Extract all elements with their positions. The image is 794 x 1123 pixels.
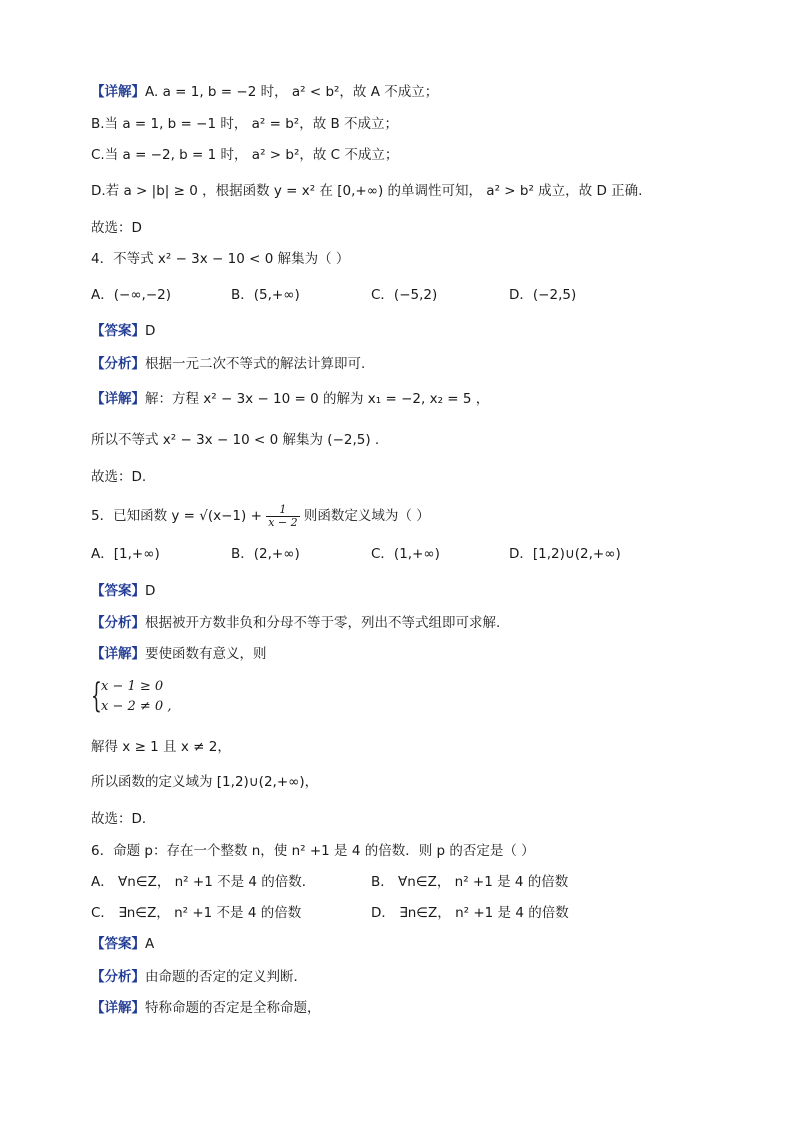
q4-option-d: D．(−2,5) [509, 287, 577, 303]
q4-option-a: A．(−∞,−2) [91, 287, 172, 303]
q5-stem-post: 则函数定义域为（ ） [299, 508, 430, 524]
q5-stem-pre: 5．已知函数 y = √(x−1) + [91, 508, 267, 524]
q5-fraction-numerator: 1 [266, 504, 299, 517]
q4-option-b: B．(5,+∞) [231, 287, 300, 303]
q5-detail-text: 要使函数有意义，则 [145, 646, 267, 662]
q4-answer-value: D [145, 323, 156, 339]
q5-analysis-text: 根据被开方数非负和分母不等于零，列出不等式组即可求解. [145, 615, 501, 631]
q4-choice: 故选：D. [91, 469, 147, 485]
q6-analysis [91, 967, 307, 987]
answer-tag: 【答案】 [91, 323, 145, 339]
q5-detail [91, 644, 267, 664]
q5-option-a: A．[1,+∞) [91, 546, 160, 562]
answer-tag: 【答案】 [91, 583, 145, 599]
detail-tag: 【详解】 [91, 84, 145, 100]
q4-analysis-text: 根据一元二次不等式的解法计算即可. [145, 356, 366, 372]
q6-answer [91, 934, 154, 954]
q5-system-row-2: x − 2 ≠ 0 , [101, 699, 172, 714]
q5-answer-value: D [145, 583, 156, 599]
q6-detail [91, 998, 321, 1018]
analysis-tag: 【分析】 [91, 356, 145, 372]
q4-answer [91, 321, 155, 341]
solution-line-b: B.当 a = 1, b = −1 时， a² = b²，故 B 不成立； [91, 116, 399, 132]
q6-option-a: A． ∀n∈Z， n² +1 不是 4 的倍数． [91, 874, 316, 890]
q5-fraction [266, 504, 299, 529]
q5-solution-2: 所以函数的定义域为 [1,2)∪(2,+∞)， [91, 774, 319, 790]
detail-tag: 【详解】 [91, 1000, 145, 1016]
q6-answer-value: A [145, 936, 155, 952]
q4-detail-text: 解：方程 x² − 3x − 10 = 0 的解为 x₁ = −2, x₂ = 5 ， [145, 391, 490, 407]
question-6: 6．命题 p：存在一个整数 n，使 n² +1 是 4 的倍数．则 p 的否定是（ ） [91, 843, 535, 859]
q5-fraction-denominator: x − 2 [268, 515, 298, 529]
analysis-tag: 【分析】 [91, 969, 145, 985]
q6-analysis-text: 由命题的否定的定义判断． [145, 969, 307, 985]
detail-tag: 【详解】 [91, 391, 145, 407]
analysis-tag: 【分析】 [91, 615, 145, 631]
answer-tag: 【答案】 [91, 936, 145, 952]
solution-line-d: D.若 a > |b| ≥ 0 ，根据函数 y = x² 在 [0,+∞) 的单调性可知， a² > b² 成立，故 D 正确. [91, 183, 643, 199]
question-5 [91, 503, 430, 529]
q5-choice: 故选：D． [91, 811, 156, 827]
solution-text-a: A. a = 1, b = −2 时， a² < b²，故 A 不成立； [145, 84, 439, 100]
solution-line-c: C.当 a = −2, b = 1 时， a² > b²，故 C 不成立； [91, 147, 399, 163]
q4-solution: 所以不等式 x² − 3x − 10 < 0 解集为 (−2,5) . [91, 432, 380, 448]
q4-analysis [91, 354, 365, 374]
q4-detail [91, 389, 489, 409]
detail-tag: 【详解】 [91, 646, 145, 662]
q6-option-d: D． ∃n∈Z， n² +1 是 4 的倍数 [371, 905, 569, 921]
q6-option-b: B． ∀n∈Z， n² +1 是 4 的倍数 [371, 874, 569, 890]
question-4: 4．不等式 x² − 3x − 10 < 0 解集为（ ） [91, 251, 350, 267]
choice-line: 故选：D [91, 220, 142, 236]
q5-option-d: D．[1,2)∪(2,+∞) [509, 546, 621, 562]
q5-solution-1: 解得 x ≥ 1 且 x ≠ 2， [91, 739, 231, 755]
q5-option-b: B．(2,+∞) [231, 546, 300, 562]
q4-option-c: C．(−5,2) [371, 287, 438, 303]
q5-answer [91, 581, 155, 601]
q6-option-c: C． ∃n∈Z， n² +1 不是 4 的倍数 [91, 905, 302, 921]
left-brace: { [91, 676, 102, 716]
q5-option-c: C．(1,+∞) [371, 546, 440, 562]
q5-system-row-1: x − 1 ≥ 0 [101, 679, 164, 694]
q5-analysis [91, 613, 500, 633]
q6-detail-text: 特称命题的否定是全称命题， [145, 1000, 321, 1016]
solution-line-a [91, 82, 438, 102]
